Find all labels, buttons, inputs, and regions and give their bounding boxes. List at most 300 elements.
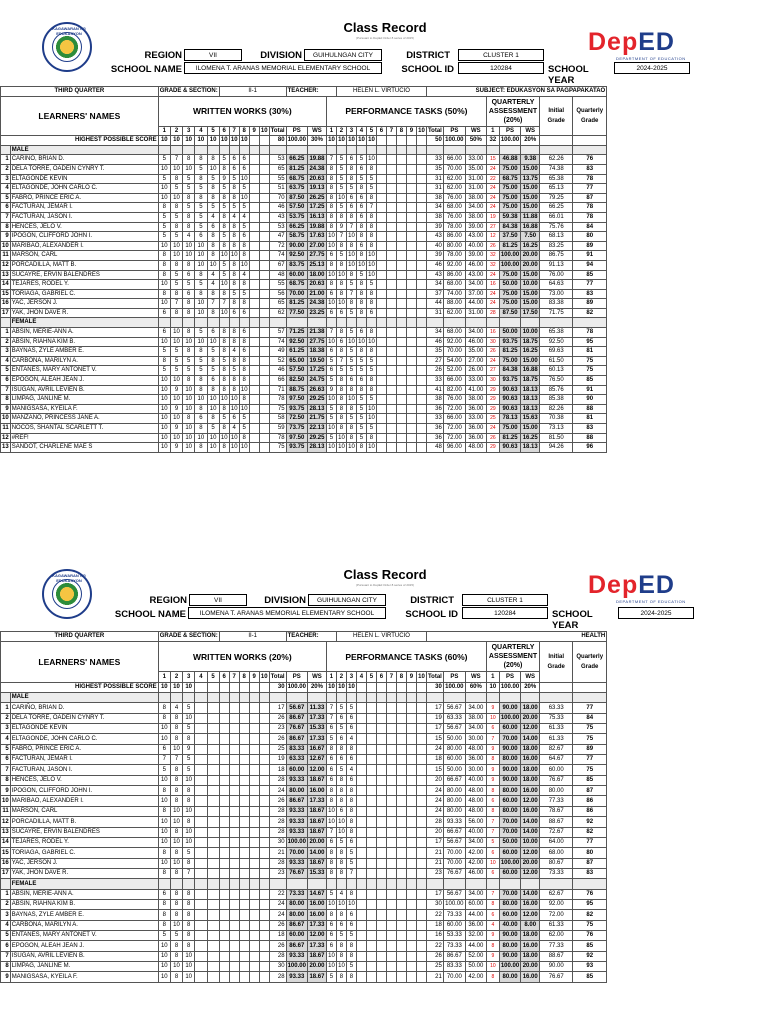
ww-ws: 20.00 <box>307 961 326 971</box>
hps-pt-total: 30 <box>426 682 443 692</box>
qa-label-line: (20%) <box>503 116 523 124</box>
pt-ws: 36.00 <box>465 424 486 434</box>
ww-score <box>239 734 249 744</box>
initial-grade: 77.33 <box>540 941 573 951</box>
pt-score: 8 <box>366 232 376 242</box>
row-number: 4 <box>1 356 11 366</box>
ww-score <box>249 414 259 424</box>
ww-total: 17 <box>269 703 286 713</box>
section-spacer <box>219 693 229 703</box>
ww-ws: 20.63 <box>307 174 326 184</box>
pt-total: 17 <box>426 703 443 713</box>
ww-score <box>259 385 269 395</box>
qa-ws: 15.00 <box>521 424 540 434</box>
row-number: 9 <box>1 404 11 414</box>
student-name: LIMPAG, JANLINE M. <box>10 961 158 971</box>
ww-score: 8 <box>195 347 207 357</box>
qa-score: 9 <box>486 765 499 775</box>
pt-column-number: 9 <box>406 672 416 682</box>
ww-score: 8 <box>219 222 229 232</box>
ww-score <box>249 899 259 909</box>
qa-ps: 37.50 <box>499 232 520 242</box>
student-row <box>1 868 607 878</box>
pt-score <box>416 164 426 174</box>
ww-score: 5 <box>239 414 249 424</box>
pt-column-number: 8 <box>396 126 406 136</box>
ww-score: 8 <box>219 328 229 338</box>
pt-column-number: 8 <box>396 672 406 682</box>
pt-score: 8 <box>326 193 336 203</box>
pt-total: 31 <box>426 174 443 184</box>
pt-ws: 42.00 <box>465 972 486 982</box>
pt-ps: 53.33 <box>443 930 465 940</box>
qa-ps: 100.00 <box>499 961 520 971</box>
pt-score <box>376 280 386 290</box>
ww-ws: 12.00 <box>307 930 326 940</box>
pt-score <box>386 827 396 837</box>
student-name: SUCAYRE, ERVIN BALENDRES <box>10 270 158 280</box>
qa-ws: 12.00 <box>521 796 540 806</box>
row-number: 17 <box>1 868 11 878</box>
row-number: 5 <box>1 744 11 754</box>
pt-score: 10 <box>326 232 336 242</box>
initial-grade: 92.50 <box>540 337 573 347</box>
pt-score <box>376 184 386 194</box>
student-row <box>1 395 607 405</box>
qa-ps: 75.00 <box>499 203 520 213</box>
ww-score: 10 <box>183 443 195 453</box>
quarterly-assessment-header <box>486 642 539 672</box>
pt-score <box>376 366 386 376</box>
row-number: 10 <box>1 414 11 424</box>
pt-score: 8 <box>356 299 366 309</box>
student-row <box>1 703 607 713</box>
ww-score: 8 <box>158 260 170 270</box>
pt-score <box>406 806 416 816</box>
ww-score: 4 <box>229 424 239 434</box>
section-spacer <box>366 318 376 328</box>
qa-ws: 12.00 <box>521 910 540 920</box>
section-spacer <box>1 145 11 155</box>
pt-score <box>376 232 386 242</box>
quarterly-grade: 81 <box>573 414 607 424</box>
ww-score: 10 <box>158 443 170 453</box>
student-name: SUCAYRE, ERVIN BALENDRES <box>10 827 158 837</box>
ww-score: 8 <box>183 889 195 899</box>
pt-score <box>376 212 386 222</box>
ww-score <box>239 755 249 765</box>
section-spacer <box>326 145 336 155</box>
ww-column-number: 2 <box>170 672 182 682</box>
qa-ps: 80.00 <box>499 755 520 765</box>
ww-score <box>207 889 219 899</box>
school-year-label: SCHOOL YEAR <box>548 64 589 86</box>
pt-score: 5 <box>356 270 366 280</box>
row-number: 11 <box>1 251 11 261</box>
pt-score <box>396 280 406 290</box>
student-name: ELTAGONDE KEVIN <box>10 724 158 734</box>
header-line: Grade <box>547 664 565 671</box>
header-line: Initial <box>548 107 565 114</box>
qa-ws-header: WS <box>521 672 540 682</box>
section-spacer <box>229 693 239 703</box>
ww-ps: 68.75 <box>286 174 307 184</box>
ww-score: 6 <box>207 328 219 338</box>
pt-score <box>406 951 416 961</box>
ww-score: 8 <box>183 155 195 165</box>
ww-score: 8 <box>183 299 195 309</box>
pt-score <box>386 280 396 290</box>
ww-score: 8 <box>195 404 207 414</box>
ww-score <box>259 203 269 213</box>
qa-score: 15 <box>486 155 499 165</box>
ww-score <box>195 899 207 909</box>
ww-column-number: 4 <box>195 672 207 682</box>
ww-total: 28 <box>269 951 286 961</box>
pt-score <box>416 404 426 414</box>
quarterly-grade: 75 <box>573 920 607 930</box>
qa-ps: 70.00 <box>499 817 520 827</box>
student-row <box>1 203 607 213</box>
ww-score: 5 <box>195 328 207 338</box>
pt-score: 5 <box>346 848 356 858</box>
initial-grade: 94.26 <box>540 443 573 453</box>
qa-ws: 12.00 <box>521 848 540 858</box>
ww-score: 10 <box>158 164 170 174</box>
ww-score: 5 <box>195 222 207 232</box>
pt-ps: 56.67 <box>443 703 465 713</box>
ww-score: 8 <box>170 734 182 744</box>
pt-score: 6 <box>346 775 356 785</box>
ww-score <box>259 193 269 203</box>
initial-grade: 76.50 <box>540 376 573 386</box>
quarterly-grade: 95 <box>573 337 607 347</box>
pt-ws: 32.00 <box>465 930 486 940</box>
hps-quarterly-cell <box>573 136 607 146</box>
ww-ps: 93.33 <box>286 951 307 961</box>
ww-score: 10 <box>170 395 182 405</box>
pt-ws: 40.00 <box>465 241 486 251</box>
ww-total-header: Total <box>269 126 286 136</box>
pt-score <box>396 356 406 366</box>
ww-score <box>195 817 207 827</box>
pt-score: 8 <box>346 972 356 982</box>
pt-score <box>416 889 426 899</box>
ww-score: 10 <box>229 395 239 405</box>
pt-score: 6 <box>346 920 356 930</box>
section-spacer <box>326 318 336 328</box>
qa-score: 6 <box>486 868 499 878</box>
pt-score <box>376 222 386 232</box>
pt-score: 5 <box>356 433 366 443</box>
quarterly-grade: 77 <box>573 184 607 194</box>
pt-score <box>386 899 396 909</box>
pt-score <box>396 837 406 847</box>
pt-score <box>376 347 386 357</box>
qa-ps: 100.00 <box>499 858 520 868</box>
ww-score <box>249 203 259 213</box>
hps-qa: 32 <box>486 136 499 146</box>
pt-score <box>396 817 406 827</box>
ww-score: 9 <box>219 174 229 184</box>
pt-score <box>396 755 406 765</box>
ww-ps: 100.00 <box>286 837 307 847</box>
pt-total: 34 <box>426 280 443 290</box>
section-spacer <box>158 318 170 328</box>
ww-score <box>195 796 207 806</box>
pt-score <box>376 289 386 299</box>
pt-score <box>386 755 396 765</box>
ww-ps: 86.67 <box>286 796 307 806</box>
student-row <box>1 920 607 930</box>
pt-score <box>366 713 376 723</box>
hps-pt-cell <box>376 136 386 146</box>
ww-score: 8 <box>219 241 229 251</box>
quarterly-grade: 78 <box>573 203 607 213</box>
pt-score: 6 <box>326 724 336 734</box>
ww-score <box>259 796 269 806</box>
pt-score: 5 <box>336 251 346 261</box>
pt-score: 10 <box>326 817 336 827</box>
pt-score: 9 <box>326 385 336 395</box>
pt-total: 48 <box>426 443 443 453</box>
ww-score <box>239 713 249 723</box>
pt-score <box>386 328 396 338</box>
pt-ws: 34.00 <box>465 889 486 899</box>
section-spacer <box>259 693 269 703</box>
pt-score: 10 <box>326 951 336 961</box>
ww-ws: 21.38 <box>307 328 326 338</box>
ww-score: 6 <box>239 164 249 174</box>
pt-ps: 50.00 <box>443 734 465 744</box>
pt-ps: 76.00 <box>443 193 465 203</box>
ww-score <box>259 376 269 386</box>
section-spacer <box>195 145 207 155</box>
ww-ps: 86.67 <box>286 941 307 951</box>
pt-score: 5 <box>356 174 366 184</box>
ww-total: 46 <box>269 366 286 376</box>
ww-score: 10 <box>158 817 170 827</box>
ww-score <box>219 951 229 961</box>
ww-score: 10 <box>170 817 182 827</box>
pt-score <box>386 337 396 347</box>
ww-score: 8 <box>195 385 207 395</box>
section-spacer <box>465 145 486 155</box>
pt-score: 10 <box>336 193 346 203</box>
pt-score: 10 <box>326 424 336 434</box>
qa-score: 27 <box>486 222 499 232</box>
pt-total: 33 <box>426 376 443 386</box>
ww-ws: 24.75 <box>307 376 326 386</box>
pt-ws: 40.00 <box>465 827 486 837</box>
pt-score: 6 <box>356 376 366 386</box>
section-spacer <box>183 318 195 328</box>
pt-score <box>416 203 426 213</box>
initial-grade-header <box>540 642 573 682</box>
ww-score <box>229 796 239 806</box>
pt-score <box>406 796 416 806</box>
ww-score: 8 <box>183 734 195 744</box>
ww-score: 5 <box>158 212 170 222</box>
qa-ws: 18.00 <box>521 951 540 961</box>
region-value: VII <box>189 594 247 606</box>
hps-pt-ws: 60% <box>465 682 486 692</box>
grade-section-label: GRADE & SECTION: <box>158 632 219 642</box>
pt-ws: 33.00 <box>465 414 486 424</box>
pt-total: 31 <box>426 308 443 318</box>
section-spacer <box>396 318 406 328</box>
pt-ps: 70.00 <box>443 972 465 982</box>
pt-score <box>386 376 396 386</box>
quarterly-grade: 77 <box>573 703 607 713</box>
pt-score: 6 <box>356 241 366 251</box>
section-spacer <box>259 879 269 889</box>
ww-score: 8 <box>158 251 170 261</box>
ww-score <box>239 775 249 785</box>
ww-score <box>239 817 249 827</box>
pt-score: 10 <box>366 443 376 453</box>
section-spacer <box>207 693 219 703</box>
ww-score <box>195 951 207 961</box>
ww-column-number: 9 <box>249 126 259 136</box>
deped-wordmark: DepED <box>588 571 675 599</box>
ww-score: 8 <box>207 241 219 251</box>
pt-ws: 37.00 <box>465 289 486 299</box>
pt-total: 27 <box>426 356 443 366</box>
region-label: REGION <box>149 595 187 606</box>
initial-grade: 71.75 <box>540 308 573 318</box>
student-name: YAC, JERSON J. <box>10 858 158 868</box>
ww-score: 8 <box>195 174 207 184</box>
initial-grade: 64.00 <box>540 837 573 847</box>
student-name: EPOGON, ALEAH JEAN J. <box>10 941 158 951</box>
ww-score: 6 <box>239 328 249 338</box>
ww-ws: 17.33 <box>307 713 326 723</box>
pt-score: 10 <box>326 299 336 309</box>
ww-ps: 86.67 <box>286 713 307 723</box>
row-number: 8 <box>1 222 11 232</box>
pt-total: 31 <box>426 184 443 194</box>
pt-score: 5 <box>356 356 366 366</box>
student-row <box>1 910 607 920</box>
pt-ps: 72.00 <box>443 404 465 414</box>
pt-score <box>376 951 386 961</box>
pt-score <box>396 941 406 951</box>
pt-score: 5 <box>346 308 356 318</box>
pt-score <box>416 972 426 982</box>
ww-score: 8 <box>158 270 170 280</box>
qa-score: 26 <box>486 241 499 251</box>
ww-score: 8 <box>170 174 182 184</box>
row-number: 9 <box>1 972 11 982</box>
ww-score <box>195 806 207 816</box>
student-name: CARBONA, MARILYN A. <box>10 920 158 930</box>
ww-score: 10 <box>219 251 229 261</box>
pt-score: 10 <box>356 260 366 270</box>
hps-ww-cell: 10 <box>170 682 182 692</box>
pt-score: 5 <box>356 424 366 434</box>
hps-ww-cell: 10 <box>170 136 182 146</box>
ww-ws: 17.33 <box>307 796 326 806</box>
qa-ws: 18.00 <box>521 930 540 940</box>
qa-ps: 90.63 <box>499 404 520 414</box>
pt-ws: 34.00 <box>465 203 486 213</box>
school-id-value: 120284 <box>458 62 544 74</box>
ww-score <box>259 817 269 827</box>
student-name: MANIGSASA, KYEILA F. <box>10 972 158 982</box>
pt-score <box>386 765 396 775</box>
ww-score: 8 <box>239 280 249 290</box>
ww-score: 5 <box>239 289 249 299</box>
ww-score: 8 <box>170 972 182 982</box>
pt-score: 10 <box>366 414 376 424</box>
ww-score: 10 <box>158 376 170 386</box>
pt-score <box>356 796 366 806</box>
pt-ws: 38.00 <box>465 212 486 222</box>
pt-column-number: 3 <box>346 126 356 136</box>
ww-score: 10 <box>170 806 182 816</box>
pt-score: 8 <box>356 232 366 242</box>
row-number: 16 <box>1 858 11 868</box>
deped-logo: DepED DEPARTMENT OF EDUCATION <box>588 28 686 61</box>
ww-score: 5 <box>195 184 207 194</box>
section-spacer <box>269 145 286 155</box>
quarterly-grade: 82 <box>573 827 607 837</box>
row-number: 5 <box>1 366 11 376</box>
ww-ws: 19.50 <box>307 356 326 366</box>
quarterly-assessment-header <box>486 96 539 126</box>
section-spacer <box>346 318 356 328</box>
pt-score <box>396 184 406 194</box>
pt-score <box>366 775 376 785</box>
ww-score <box>259 299 269 309</box>
pt-score: 8 <box>326 184 336 194</box>
student-row <box>1 414 607 424</box>
qa-ws: 15.00 <box>521 203 540 213</box>
ww-score: 6 <box>207 222 219 232</box>
pt-score <box>416 443 426 453</box>
ww-score <box>249 765 259 775</box>
pt-score <box>386 184 396 194</box>
qa-ws: 14.00 <box>521 827 540 837</box>
ww-score: 10 <box>195 308 207 318</box>
student-row <box>1 941 607 951</box>
qa-score: 16 <box>486 328 499 338</box>
pt-score: 8 <box>356 385 366 395</box>
row-number: 15 <box>1 289 11 299</box>
student-row <box>1 827 607 837</box>
ww-score <box>195 786 207 796</box>
pt-column-number: 9 <box>406 126 416 136</box>
ww-ps: 82.50 <box>286 376 307 386</box>
ww-score <box>259 899 269 909</box>
ww-score: 5 <box>207 347 219 357</box>
section-spacer <box>396 693 406 703</box>
qa-ps: 90.63 <box>499 385 520 395</box>
ww-score: 10 <box>229 251 239 261</box>
section-spacer <box>326 693 336 703</box>
quarterly-grade: 76 <box>573 889 607 899</box>
ww-score <box>249 703 259 713</box>
student-name: ABSIN, MERIE-ANN A. <box>10 328 158 338</box>
ww-score: 5 <box>158 155 170 165</box>
pt-score <box>356 827 366 837</box>
ww-score <box>239 972 249 982</box>
ww-ws: 16.00 <box>307 786 326 796</box>
ww-score <box>229 806 239 816</box>
qa-score: 22 <box>486 174 499 184</box>
ww-score: 10 <box>158 299 170 309</box>
